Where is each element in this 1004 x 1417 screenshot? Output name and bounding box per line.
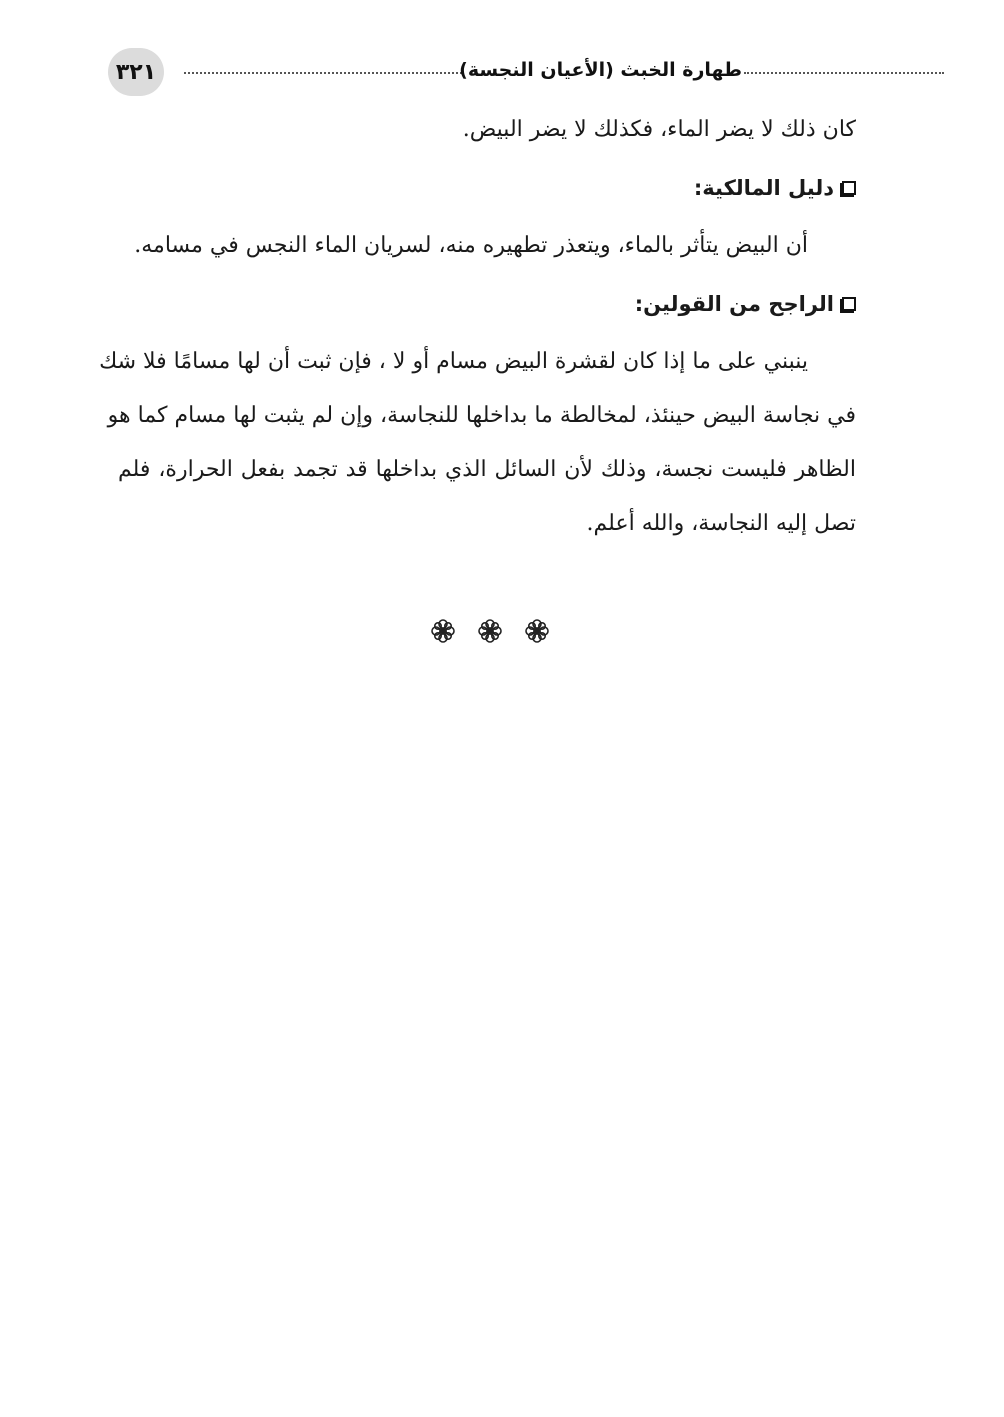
body-line-continuation: كان ذلك لا يضر الماء، فكذلك لا يضر البيض. xyxy=(462,117,856,142)
flower-icon xyxy=(477,618,503,644)
header-dotted-leader-left xyxy=(184,72,462,74)
paragraph-line: ينبني على ما إذا كان لقشرة البيض مسام أو لا ، فإن ثبت أن لها مسامًا فلا شك xyxy=(99,349,808,374)
page-number-badge xyxy=(108,48,164,96)
checkbox-bullet-icon xyxy=(842,297,856,311)
checkbox-bullet-icon xyxy=(842,181,856,195)
page-number: ٣٢١ xyxy=(115,59,157,85)
section-heading-rajih xyxy=(635,286,856,322)
header-dotted-leader-right xyxy=(744,72,944,74)
flower-icon xyxy=(430,618,456,644)
running-title: طهارة الخبث (الأعيان النجسة) xyxy=(459,59,742,81)
section-heading-label: الراجح من القولين: xyxy=(634,292,834,316)
paragraph-line: في نجاسة البيض حينئذ، لمخالطة ما بداخلها للنجاسة، وإن لم يثبت لها مسام كما هو xyxy=(107,403,856,428)
running-header xyxy=(108,48,844,96)
paragraph-line: تصل إليه النجاسة، والله أعلم. xyxy=(586,511,856,536)
maliki-evidence-text: أن البيض يتأثر بالماء، ويتعذر تطهيره منه، لسريان الماء النجس في مسامه. xyxy=(134,233,808,258)
section-heading-maliki xyxy=(694,170,856,206)
section-heading-label: دليل المالكية: xyxy=(693,176,834,200)
flower-icon xyxy=(524,618,550,644)
paragraph-line: الظاهر فليست نجسة، وذلك لأن السائل الذي بداخلها قد تجمد بفعل الحرارة، فلم xyxy=(118,457,856,482)
section-end-ornament xyxy=(430,618,550,644)
